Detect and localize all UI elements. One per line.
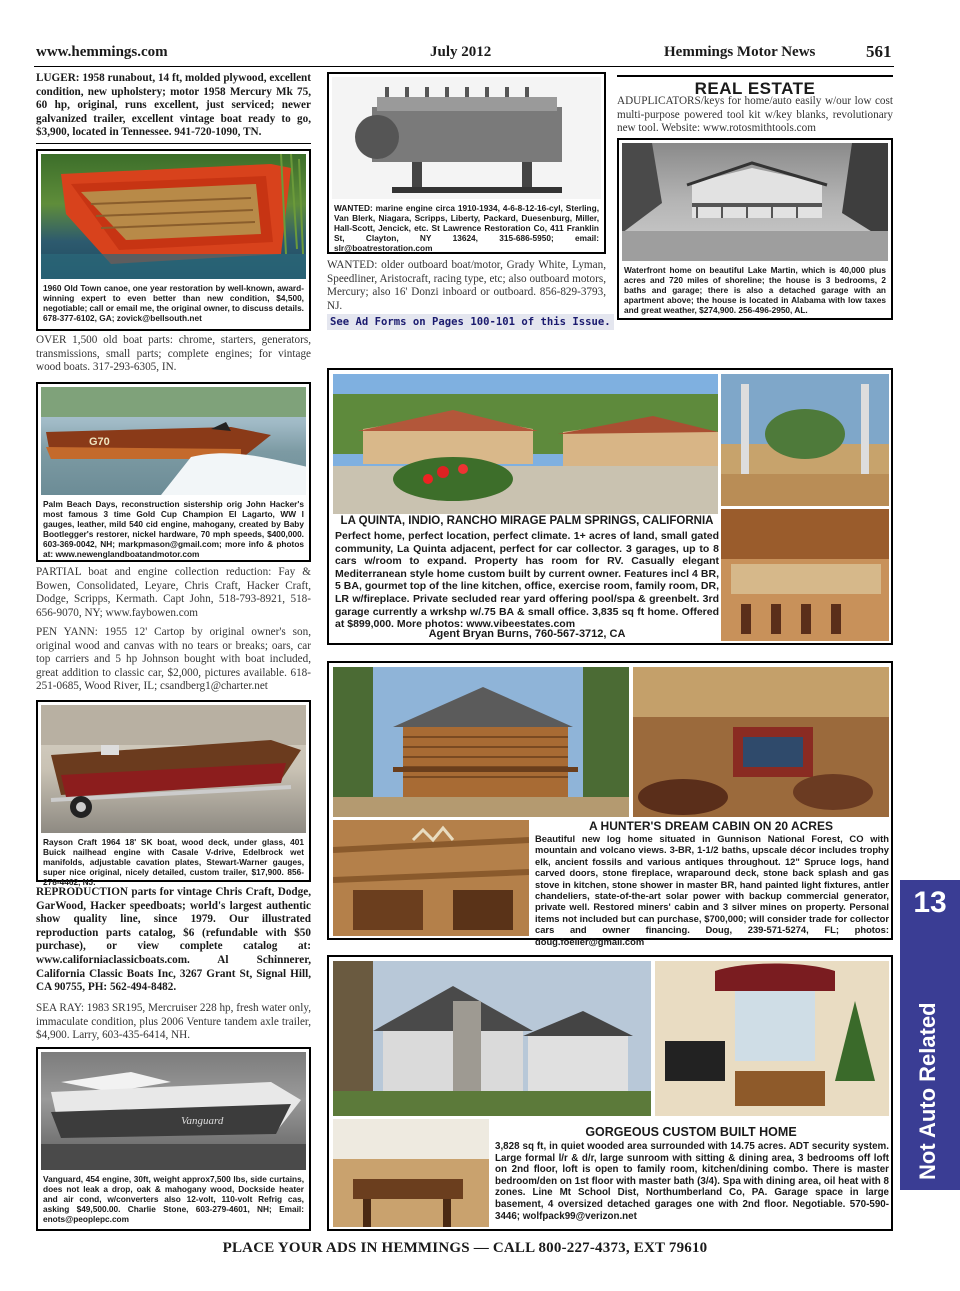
- penyann-ad: PEN YANN: 1955 12' Cartop by original owner's son, original wood and canvas with no tears or breaks; oars, car top carriers and 5 hp Johnson bought with boat included, great addition to classic car, $2,000, pictures available. 618-251-0685, Wood River, IL; csandberg1@charter.net: [36, 626, 311, 693]
- publication-name: Hemmings Motor News: [664, 44, 816, 60]
- section-label: Not Auto Related: [915, 1002, 940, 1180]
- cabin-interior-photo: [333, 820, 529, 936]
- hull-name: Vanguard: [181, 1115, 224, 1127]
- partial-collection-ad: PARTIAL boat and engine collection reduction: Fay & Bowen, Consolidated, Leyare, Chris Craft, Hacker Craft, Dodge, Scripps, Kermath. Capt John, 518-793-8921, 518-656-9070, NY; www.faybowen.com: [36, 566, 311, 619]
- vanguard-caption: Vanguard, 454 engine, 30ft, weight approx7,500 lbs, side curtains, does not leak a drop, oak & mahogany wood, Dockside heater and air cond, w/converters also 12-volt, 110-volt Refrig cas, asking $49,500.00. Charlie Stone, 603-279-4601, NH; Email: enots@peoplepc.com: [43, 1174, 304, 1224]
- rayson-craft-photo: [41, 705, 306, 833]
- canoe-ad: [36, 149, 311, 331]
- footer-call-to-action: PLACE YOUR ADS IN HEMMINGS — CALL 800-227-4373, EXT 79610: [222, 1240, 708, 1256]
- la-quinta-patio-photo: [721, 374, 889, 506]
- aduplicators-ad: ADUPLICATORS/keys for home/auto easily w/our low cost multi-purpose powered tool kit w/key blanks, revolutionary new tool. Website: www.rotosmithtools.com: [617, 95, 893, 135]
- custom-home-kitchen-photo: [333, 1119, 489, 1227]
- cabin-exterior-photo: [333, 667, 629, 817]
- la-quinta-agent: Agent Bryan Burns, 760-567-3712, CA: [428, 628, 626, 640]
- site-url: www.hemmings.com: [36, 44, 168, 60]
- lake-martin-photo: [622, 143, 888, 261]
- rayson-craft-ad: [36, 700, 311, 887]
- hull-number: G70: [89, 436, 110, 448]
- custom-home-body: 3,828 sq ft, in quiet wooded area surrounded with 14.75 acres. ADT security system. Large formal l/r & d/r, large sunroom with sitting & dining area, 3 bedrooms off loft on 2nd floor, loft is open to family room, kitchen/dining combo. There is master bedroom/den on 1st floor with master bath (3/4). Spa with dining area, oil heat with 8 zones. Line Mt School Dist, Northumberland Co, PA. Garage space in large basement, 4 oversized detached garages one with 2nd floor. Negotiable. 570-590-3446; wolfpack99@verizon.net: [495, 1141, 889, 1222]
- cabin-title: A HUNTER'S DREAM CABIN ON 20 ACRES: [589, 819, 833, 833]
- hunters-cabin-ad: [327, 661, 893, 947]
- custom-home-exterior-photo: [333, 961, 651, 1116]
- section-tab: [900, 880, 960, 1190]
- lake-martin-caption: Waterfront home on beautiful Lake Martin, which is 40,000 plus acres and 720 miles of shoreline; the house is 3 bedrooms, 2 baths and garage; there is also a detached garage with an apartment above; the house is located in Alabama with low taxes and great weather, $274,900. 256-496-2950, AL.: [624, 265, 886, 315]
- engine-caption: WANTED: marine engine circa 1910-1934, 4-6-8-12-16-cyl, Sterling, Van Blerk, Niagara, Scripps, Liberty, Packard, Duesenburg, Miller, Hall-Scott, Jencick, etc. St Lawrence Restoration Co, 411 Franklin St, Clayton, NY 13624, 315-686-5950; email: slr@boatrestoration.com: [334, 203, 599, 253]
- vanguard-photo: [41, 1052, 306, 1170]
- la-quinta-kitchen-photo: [721, 509, 889, 641]
- divider: [36, 143, 311, 144]
- header-rule: [34, 66, 894, 67]
- marine-engine-ad: [327, 72, 606, 254]
- canoe-caption: 1960 Old Town canoe, one year restoration by well-known, award-winning expert to even better than new condition, $4,500, negotiable; call or email me, the original owner, to discuss details. 678-377-6102, GA; zovick@bellsouth.net: [43, 283, 304, 323]
- issue-date: July 2012: [430, 44, 492, 60]
- la-quinta-ad: [327, 368, 893, 645]
- cabin-living-room-photo: [633, 667, 889, 817]
- engine-photo: [332, 77, 601, 199]
- palm-beach-ad: [36, 382, 311, 562]
- cabin-body: Beautiful new log home situated in Gunnison National Forest, CO with mountain and volcano views. 3-BR, 1-1/2 baths, upscale décor includes trophy elk, ancient fossils and various antiques throughout. 12" Spruce logs, hand carved doors, stone fireplace, wraparound deck, stone back splash and gas stove in kitchen, stone shower in master BR, hand painted light fixtures, antler chandeliers, state-of-the-art solar power with backup commercial generator, private well. Restored miners' cabin and 3 silver mines on property. Personal items not included but can purchase, $700,000; will consider trade for collector cars and owner financing. Doug, 239-571-5274, FL; photos: doug.foeller@gmail.com: [535, 833, 889, 947]
- reproduction-parts-ad: REPRODUCTION parts for vintage Chris Craft, Dodge, GarWood, Hacker speedboats; world's largest authentic show quality line, since 1979. Our illustrated reproduction parts catalog, $6 (refundable with $50 purchase), or view complete catalog at: www.californiaclassicboats.com. Al Schinnerer, California Classic Boats Inc, 3267 Grant St, Signal Hill, CA 90755, PH: 562-494-8482.: [36, 886, 311, 994]
- section-number: 13: [913, 886, 947, 919]
- real-estate-heading: REAL ESTATE: [617, 75, 893, 99]
- custom-home-ad: [327, 955, 893, 1231]
- palm-beach-caption: Palm Beach Days, reconstruction sistership orig John Hacker's most famous 3 time Gold Cup Champion El Lagarto, WW I gauges, leather, mild 540 cid engine, mahogany, created by Baby Bootlegger's restorer, nickel hardware, 70 mph speeds, $400,000. 603-369-0042, NH; markpmason@gmail.com; more info & photos at: www.newenglandboatandmotor.com: [43, 499, 304, 559]
- lake-martin-ad: [617, 138, 893, 320]
- palm-beach-photo: [41, 387, 306, 495]
- custom-home-living-room-photo: [655, 961, 889, 1116]
- luger-ad: LUGER: 1958 runabout, 14 ft, molded plywood, excellent condition, new upholstery; motor 1958 Mercury Mk 75, 60 hp, original, runs excellent, just serviced; newer galvanized trailer, excellent vintage boat ready to go, $3,900, located in Tennessee. 941-720-1090, TN.: [36, 72, 311, 139]
- vanguard-ad: [36, 1047, 311, 1231]
- wanted-outboard-ad: WANTED: older outboard boat/motor, Grady White, Lyman, Speedliner, Aristocraft, racing type, etc; also outboard motors, Mercury; also 16' Donzi inboard or outboard. 856-829-3793, NJ.: [327, 259, 606, 312]
- see-ad-forms-link[interactable]: See Ad Forms on Pages 100-101 of this Issue.: [327, 314, 614, 330]
- rayson-craft-caption: Rayson Craft 1964 18' SK boat, wood deck, under glass, 401 Buick nailhead engine with Casale V-drive, Edelbrock wet manifolds, adjustable cavation plates, Stewart-Warner gauges, super nice original, nicely detailed, custom trailer, $17,900. 856-278-4462, NJ.: [43, 837, 304, 887]
- canoe-photo: [41, 154, 306, 279]
- custom-home-title: GORGEOUS CUSTOM BUILT HOME: [585, 1125, 797, 1139]
- la-quinta-exterior-photo: [333, 374, 718, 514]
- boat-parts-ad: OVER 1,500 old boat parts: chrome, starters, generators, transmissions, small parts; complete engines; for vintage wood boats. 317-293-6305, IN.: [36, 334, 311, 374]
- la-quinta-body: Perfect home, perfect location, perfect climate. 1+ acres of land, small gated community, La Quinta adjacent, perfect for car collector. 3 garages, up to 8 cars w/room to expand. Property has room for RV. Casually elegant Mediterranean style home custom built by current owner. Features incl 4 BR, 5 BA, gourmet top of the line kitchen, office, exercise room, family room, DR, LR w/fireplace. Private secluded rear yard offering pool/spa & greenbelt. 3rd garage currently a wrkshp w/.75 BA & small office. 3,835 sq ft home. Offered at $899,000. More photos: www.vibeestates.com: [335, 530, 719, 631]
- page-number: 561: [866, 42, 892, 61]
- la-quinta-title: LA QUINTA, INDIO, RANCHO MIRAGE PALM SPRINGS, CALIFORNIA: [340, 515, 714, 527]
- sea-ray-ad: SEA RAY: 1983 SR195, Mercruiser 228 hp, fresh water only, immaculate condition, plus 2006 Venture tandem axle trailer, $4,900. Larry, 603-435-6414, NH.: [36, 1002, 312, 1042]
